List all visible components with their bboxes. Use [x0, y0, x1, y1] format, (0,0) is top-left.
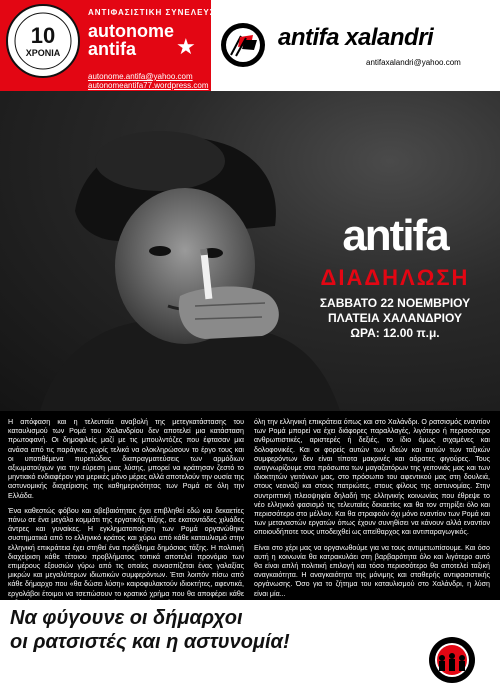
- group-name-line1: autonome: [88, 21, 175, 41]
- slogan-line1: Να φύγουνε οι δήμαρχοι: [10, 607, 243, 629]
- header: [0, 0, 500, 91]
- group-email-link[interactable]: autonome.antifa@yahoo.com: [88, 72, 193, 81]
- anniversary-badge-icon: [6, 4, 80, 78]
- photo-boy-smoking: [0, 91, 500, 411]
- event-place: ΠΛΑΤΕΙΑ ΧΑΛΑΝΔΡΙΟΥ: [328, 311, 462, 325]
- slogan-banner: [0, 600, 500, 700]
- slogan: [10, 606, 430, 654]
- body-paragraph: Η απόφαση και η τελευταία αναβολή της μετεγκατάστασης του καταυλισμού των Ρομά του Χαλανδρίου δεν αποτελεί μια κατάσταση πρωτοφανή. Οι δημοφιλείς μαζί με τις μπουλντόζες που έφτασαν μια ανάσα από τις παράγκες χωρίς τελικά να ολοκληρώσουν το έργο τους και οι υποτιθέμενα πυρετώδεις διαπραγματεύσεις των αρμόδιων αξιωματούχων για την εύρεση μιας λύσης, μπορεί να κράτησαν ζεστό το μηντιακό ενδιαφέρον για μερικές μόνο μέρες αλλά αποτελούν την ουσία της αστυνομικής διαχείρισης της καθημερινότητας των Ρομά σε όλη την Ελλάδα.: [8, 418, 244, 500]
- body-paragraph: Είναι στο χέρι μας να οργανωθούμε για να τους αντιμετωπίσουμε. Και όσο αυτή η κοινωνία θα κατρακυλάει στη βαρβαρότητα όλο και λιγότερο αυτό θα είναι απλή πολιτική επιλογή και τόσο περισσότερο θα αποτελεί ταξική αναγκαιότητα. Η αναγκαιότητα της μόνιμης και σταθερής αντιφασιστικής οργάνωσης. Όσο για το ζήτημα του καταυλισμού στο Χαλάνδρι, η λύση είναι μία...: [254, 543, 490, 598]
- group-name: [88, 22, 174, 58]
- slogan-line2: οι ρατσιστές και η αστυνομία!: [10, 631, 290, 653]
- group-contact: [88, 72, 209, 90]
- autonome-antifa-panel: [0, 0, 223, 91]
- event-type: ΔΙΑΔΗΛΩΣΗ: [320, 265, 470, 290]
- body-column-right: [254, 418, 490, 605]
- group-website-link[interactable]: autonomeantifa77.wordpress.com: [88, 81, 209, 90]
- body-column-left: [8, 418, 244, 614]
- body-paragraph: Ένα καθεστώς φόβου και αβεβαιότητας έχει επιβληθεί εδώ και δεκαετίες πάνω σε ένα μεγάλο κομμάτι της εργατικής τάξης, σε εκατοντάδες χιλιάδες άντρες και γυναίκες. Η εγκληματοποίηση των Ρομά οργανώθηκε συστηματικά από το ελληνικό κράτος και χύρω από κάθε καταυλισμό στην ελληνική επικράτεια έχει στηθεί ένα πρόβλημα δημόσιας τάξης. Η πολιτική διαχείριση κάθε τέτοιου προβλήματος τοπικά αποτελεί προνόμιο των επιμέρους εξουσιών γύρω από τις οποίες συνασπίζεται ένας γαλαξίας μικρών και μεγαλύτερων ιδιωτικών συμφερόντων. Έτσι λοιπόν πίσω από κάθε δήμαρχο που «θα δώσει λύση» καιροφυλακτούν ιδιοκτήτες, αφεντικά, εργολάβοι έτοιμοι να τσεπώσουν το κρατικό χρήμα που θα αποφέρει κάθε: [8, 506, 244, 598]
- assembly-label: ΑΝΤΙΦΑΣΙΣΤΙΚΗ ΣΥΝΕΛΕΥΣΗ: [88, 8, 223, 17]
- event-time: ΩΡΑ: 12.00 π.μ.: [350, 326, 440, 340]
- right-group-name: antifa xalandri: [278, 24, 434, 51]
- footer-emblem-icon: [428, 636, 476, 684]
- group-name-line2: antifa: [88, 39, 137, 59]
- body-paragraph: όλη την ελληνική επικράτεια όπως και στο Χαλάνδρι. Ο ρατσισμός εναντίον των Ρομά μπορεί να έχει διάφορες παραλλαγές, λιγότερο ή περισσότερο ανθρωπιστικές, αριστερές ή δεξιές, το ίδιο όμως σιχαμένες και δολοφονικές. Και οι φορείς αυτών των ιδεών και αυτών των ταξικών συμφερόντων δεν είναι τίποτα μακρινές και αόρατες φιγούρες. Τους αναγνωρίζουμε στα πρόσωπα των μαγαζατόρων της γειτονιάς μας και των ιδιοκτητών γειτόνων μας, στο πρόσωπο του αφεντικού μας στη δουλειά, στους νεοναζί και στους πατριώτες, στους φίλους της αστυνομίας. Στην συντριπτική πλειοψηφία δηλαδή της ελληνικής κοινωνίας που έθρεψε το νέο ελληνικό φασισμό τις τελευταίες δεκαετίες και θα τον στηρίξει όλο και περισσότερο στο μέλλον. Και θα στραφούν όχι μόνο εναντίον των Ρομά και των μεταναστών εργατών όπως έχουν συνηθίσει να κάνουν αλλά εναντίον οποιουδήποτε τους υποδειχθεί ως απείθαρχος και αντιπαραγωγικός.: [254, 418, 490, 537]
- anniversary-years: 10: [30, 23, 56, 48]
- star-icon: ★: [176, 35, 196, 60]
- event-date: ΣΑΒΒΑΤΟ 22 ΝΟΕΜΒΡΙΟΥ: [319, 296, 471, 310]
- anniversary-years-word: ΧΡΟΝΙΑ: [25, 48, 61, 58]
- event-title: antifa: [342, 211, 448, 260]
- antifa-flags-icon: [220, 22, 266, 68]
- right-group-email[interactable]: antifaxalandri@yahoo.com: [366, 58, 461, 67]
